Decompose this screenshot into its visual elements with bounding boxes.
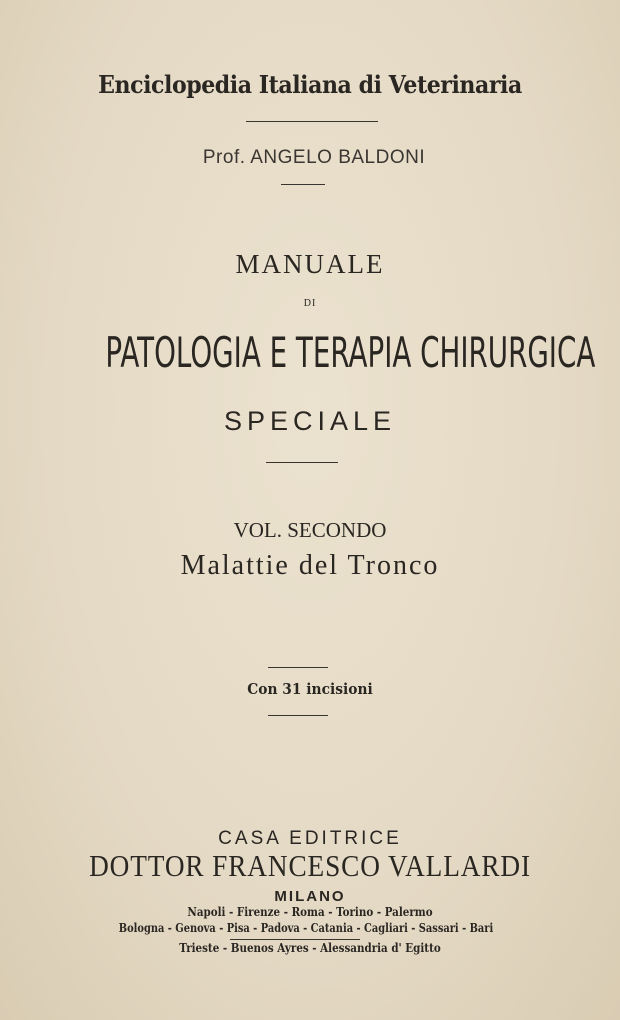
volume-number: VOL. SECONDO bbox=[233, 518, 387, 542]
branch-cities-line-3: Trieste - Buenos Ayres - Alessandria d' Egitto bbox=[179, 941, 441, 955]
book-type: MANUALE bbox=[235, 249, 385, 279]
volume-title: Malattie del Tronco bbox=[180, 550, 440, 581]
publisher-city: MILANO bbox=[274, 888, 346, 905]
series-title: Enciclopedia Italiana di Veterinaria bbox=[98, 70, 522, 99]
preposition: DI bbox=[303, 298, 317, 309]
publisher-name: DOTTOR FRANCESCO VALLARDI bbox=[89, 848, 531, 883]
illustrations-note: Con 31 incisioni bbox=[247, 680, 373, 698]
divider bbox=[230, 939, 360, 940]
divider bbox=[281, 184, 325, 185]
divider bbox=[268, 667, 328, 668]
branch-cities-line-2: Bologna - Genova - Pisa - Padova - Catania - Cagliari - Sassari - Bari bbox=[118, 921, 494, 935]
divider bbox=[246, 121, 378, 122]
imprint-label: CASA EDITRICE bbox=[218, 828, 402, 849]
divider bbox=[266, 462, 338, 463]
author: Prof. ANGELO BALDONI bbox=[202, 147, 426, 168]
main-title: PATOLOGIA E TERAPIA CHIRURGICA bbox=[105, 328, 596, 377]
branch-cities-line-1: Napoli - Firenze - Roma - Torino - Palermo bbox=[187, 905, 433, 919]
divider bbox=[268, 715, 328, 716]
main-title-qualifier: SPECIALE bbox=[223, 406, 397, 436]
